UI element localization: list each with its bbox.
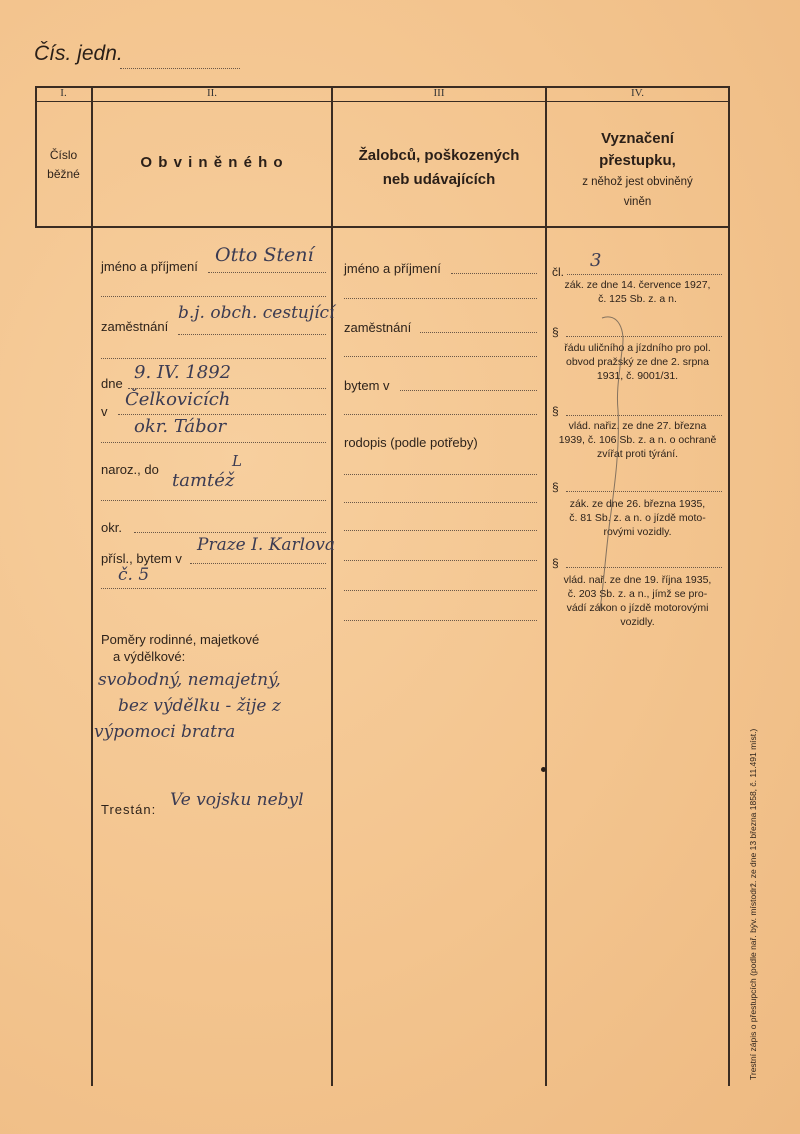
accused-naroz-line (101, 500, 326, 501)
accused-naroz-label: naroz., do (101, 462, 159, 477)
plaintiff-name-label: jméno a příjmení (344, 261, 441, 276)
header-zalobcu (333, 144, 545, 192)
header-zalobcu-line2: neb udávajících (382, 171, 496, 188)
header-zalobcu-line1: Žalobců, poškozených (358, 147, 520, 164)
offence-vlad-1939-2: 1939, č. 106 Sb. z. a n. o ochraně (558, 434, 717, 446)
offence-zak-1935-2: č. 81 Sb. z. a n. o jízdě moto- (569, 512, 706, 524)
accused-naroz-top: L (232, 452, 242, 470)
accused-occupation-label: zaměstnání (101, 319, 169, 334)
offence-vlad-1939-1: vlád. nařiz. ze dne 27. března (568, 420, 707, 432)
plaintiff-occupation-label: zaměstnání (344, 320, 412, 335)
offence-para-4: § (552, 556, 559, 570)
accused-line-a (101, 296, 326, 297)
accused-pomery-label-2: a výdělkové: (113, 649, 186, 664)
plaintiff-line-g (344, 560, 537, 561)
accused-pomery-value-3: výpomoci bratra (94, 722, 236, 742)
accused-name-value: Otto Stení (215, 244, 314, 266)
header-vyznaceni-line2: přestupku, (599, 152, 676, 169)
plaintiff-line-a (344, 298, 537, 299)
plaintiff-rodopis-label: rodopis (podle potřeby) (344, 435, 478, 450)
plaintiff-name-line (451, 273, 537, 274)
plaintiff-line-f (344, 530, 537, 531)
column-divider-2 (331, 86, 333, 1086)
cis-jedn-line (120, 68, 240, 69)
plaintiff-line-d (344, 474, 537, 475)
offence-zak-1935-3: rovými vozidly. (603, 526, 672, 538)
offence-zak-1927-1: zák. ze dne 14. července 1927, (564, 279, 711, 291)
accused-okr-label: okr. (101, 520, 122, 535)
offence-cl-label: čl. (552, 265, 564, 279)
accused-okr-line (134, 532, 326, 533)
accused-prisl-line-2 (101, 588, 326, 589)
plaintiff-bytem-line (400, 390, 537, 391)
offence-vlad-1935-4: vozidly. (620, 616, 655, 628)
offence-para-1: § (552, 325, 559, 339)
offence-radu-1: řádu uličního a jízdního pro pol. (564, 342, 711, 354)
accused-dne-label: dne (101, 376, 123, 391)
offence-radu-2: obvod pražský ze dne 2. srpna (565, 356, 709, 368)
accused-occupation-value: b.j. obch. cestující (178, 303, 335, 323)
accused-line-b (101, 358, 326, 359)
accused-prisl-line (190, 563, 326, 564)
accused-trestan-value: Ve vojsku nebyl (170, 790, 304, 810)
offence-cl-value: 3 (590, 250, 602, 271)
offence-zak-1927 (547, 278, 728, 306)
accused-prisl-value: Praze I. Karlova (197, 535, 336, 555)
accused-pomery-value-1: svobodný, nemajetný, (98, 670, 281, 690)
side-note: Trestní zápis o přestupcích (podle nař. býv. místodrž. ze dne 13 března 1858, č. 11.491 míst.) (748, 728, 758, 1080)
accused-v-value-1: Čelkovicích (125, 389, 231, 410)
header-cislo (36, 146, 91, 184)
offence-vlad-1935-1: vlád. nař. ze dne 19. října 1935, (563, 574, 712, 586)
ink-dot (541, 767, 546, 772)
accused-name-line (208, 272, 326, 273)
accused-dne-value: 9. IV. 1892 (134, 362, 232, 383)
offence-radu-3: 1931, č. 9001/31. (596, 370, 679, 382)
header-vyznaceni (547, 128, 728, 212)
offence-zak-1927-2: č. 125 Sb. z. a n. (598, 293, 677, 305)
plaintiff-line-e (344, 502, 537, 503)
accused-prisl-label: přísl., bytem v (101, 551, 182, 566)
offence-zak-1935-1: zák. ze dne 26. března 1935, (569, 498, 706, 510)
column-number-3: III (433, 87, 445, 99)
accused-occupation-line (178, 334, 326, 335)
accused-pomery-value-2: bez výdělku - žije z (118, 696, 281, 716)
offence-vlad-1935-2: č. 203 Sb. z. a n., jímž se pro- (567, 588, 708, 600)
cis-jedn-label: Čís. jedn. (34, 42, 123, 65)
offence-para-3: § (552, 480, 559, 494)
column-number-separator (36, 101, 728, 102)
accused-naroz-value: tamtéž (172, 470, 235, 491)
accused-prisl-value-2: č. 5 (118, 565, 150, 585)
header-obvineneho: O b v i n ě n é h o (140, 154, 284, 171)
header-cislo-line1: Číslo (49, 148, 78, 162)
accused-v-line-1 (118, 414, 326, 415)
plaintiff-line-i (344, 620, 537, 621)
offence-vlad-1935-3: vádí zákon o jízdě motorovými (566, 602, 709, 614)
offence-cl-line (567, 274, 722, 275)
accused-v-label: v (101, 404, 108, 419)
header-vyznaceni-line1: Vyznačení (601, 130, 674, 147)
plaintiff-line-c (344, 414, 537, 415)
accused-pomery-label (101, 631, 259, 665)
plaintiff-line-b (344, 356, 537, 357)
pencil-strike-mark (580, 310, 640, 640)
offence-vlad-1939-3: zvířat proti týrání. (596, 448, 679, 460)
header-separator (36, 226, 728, 228)
header-vyznaceni-line3: z něhož jest obviněný (582, 176, 693, 188)
column-divider-1 (91, 86, 93, 1086)
offence-para-2: § (552, 404, 559, 418)
header-cislo-line2: běžné (47, 167, 80, 181)
accused-v-value-2: okr. Tábor (134, 416, 227, 437)
table-right-border (728, 86, 730, 1086)
plaintiff-line-h (344, 590, 537, 591)
column-number-4: IV. (631, 87, 644, 99)
accused-pomery-label-1: Poměry rodinné, majetkové (101, 632, 260, 647)
header-vyznaceni-line4: viněn (623, 196, 652, 208)
column-number-2: II. (206, 87, 218, 99)
accused-trestan-label: Trestán: (101, 802, 157, 817)
accused-v-line-2 (101, 442, 326, 443)
accused-name-label: jméno a příjmení (101, 259, 198, 274)
plaintiff-occupation-line (420, 332, 537, 333)
plaintiff-bytem-label: bytem v (344, 378, 390, 393)
column-number-1: I. (60, 87, 67, 99)
